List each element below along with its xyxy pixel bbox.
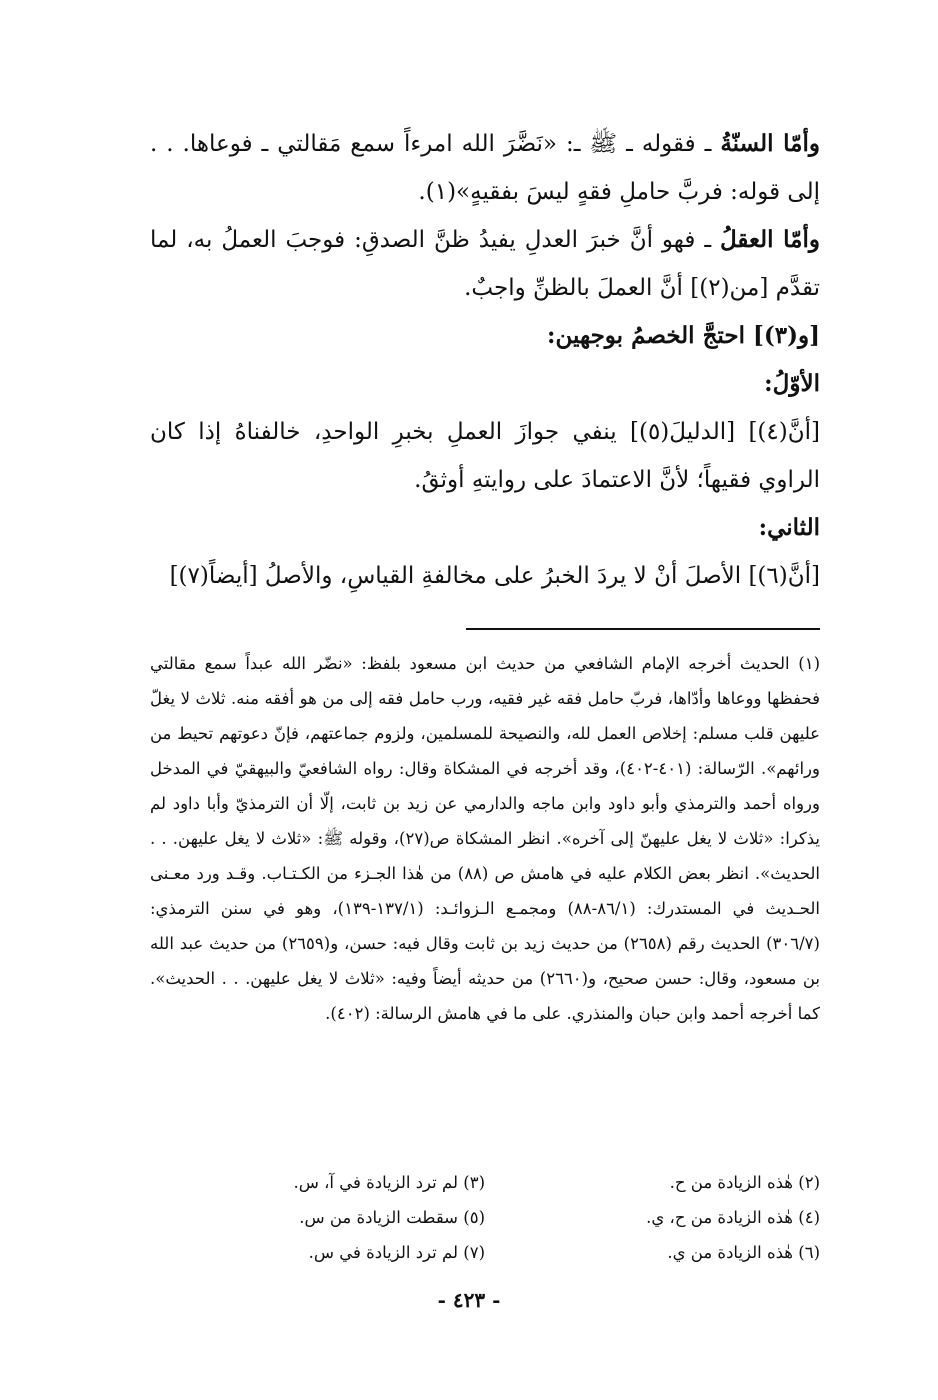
footnote-6: (٦) هٰذه الزيادة من ي.: [667, 1243, 820, 1262]
footnote-2: (٢) هٰذه الزيادة من ح.: [669, 1173, 820, 1192]
footnote-1: (١) الحديث أخرجه الإمام الشافعي من حديث ابن مسعود بلفظ: «نضّر الله عبداً سمع مقالتي فحفظها ووعاها وأدّاها، فربّ حامل فقه غير فقيه، ورب حامل فقه إلى من هو أفقه منه. ثلاث لا يغلّ عليهن قلب مسلم: إخلاص العمل لله، والنصيحة للمسلمين، ولزوم جماعتهم، فإنّ دعوتهم تحيط من ورائهم». الرّسالة: (٤٠١-٤٠٢)، وقد أخرجه في المشكاة وقال: رواه الشافعيّ والبيهقيّ في المدخل ورواه أحمد والترمذي وأبو داود وابن ماجه والدارمي عن زيد بن ثابت، إلّا أن الترمذيّ وأبا داود لم يذكرا: «ثلاث لا يغل عليهنّ إلى آخره». انظر المشكاة ص(٢٧)، وقوله ﷺ: «ثلاث لا يغل عليهن. . . الحديث». انظر بعض الكلام عليه في هامش ص (٨٨) من هٰذا الجـزء من الكـتـاب. وقـد ورد معـنى الحـديث في المستدرك: (٨٦/١-٨٨) ومجمـع الـزوائـد: (١٣٧/١-١٣٩)، وهو في سنن الترمذي: (٣٠٦/٧) الحديث رقم (٢٦٥٨) من حديث زيد بن ثابت وقال فيه: حسن، و(٢٦٥٩) من حديث عبد الله بن مسعود، وقال: حسن صحيح، و(٢٦٦٠) من حديثه أيضاً وفيه: «ثلاث لا يغل عليهن. . . الحديث». كما أخرجه أحمد وابن حبان والمنذري. على ما في هامش الرسالة: (٤٠٢).: [150, 654, 821, 1023]
footnotes: [150, 646, 820, 1031]
footnote-4: (٤) هٰذه الزيادة من ح، ي.: [646, 1208, 820, 1227]
footnote-5: (٥) سقطت الزيادة من س.: [299, 1208, 485, 1227]
paragraph-text: ـ فهو أنَّ خبرَ العدلِ يفيدُ ظنَّ الصدقِ: فوجبَ العملُ به، لما تقدَّم [من(٢)] أنَّ العملَ بالظنِّ واجبٌ.: [150, 227, 820, 301]
heading-opponent-argument: [و(٣)] احتجَّ الخصمُ بوجهين:: [547, 322, 820, 349]
short-footnotes: [150, 1168, 820, 1268]
footnote-separator: [466, 628, 820, 630]
heading-first: الأوّلُ:: [764, 370, 820, 397]
paragraph-first: [أنَّ(٤)] [الدليلَ(٥)] ينفي جوازَ العملِ بخبرِ الواحدِ، خالفناهُ إذا كان الراوي فقيهاً؛ لأنَّ الاعتمادَ على روايتهِ أوثقُ.: [150, 419, 820, 493]
footnote-7: (٧) لم ترد الزيادة في س.: [308, 1243, 485, 1262]
paragraph-aql: [150, 216, 820, 312]
paragraph-lead: وأمّا السنّةُ: [720, 130, 820, 157]
main-text: [150, 120, 820, 600]
paragraph-second: [أنَّ(٦)] الأصلَ أنْ لا يردَ الخبرُ على مخالفةِ القياسِ، والأصلُ [أيضاً(٧)]: [169, 563, 820, 589]
footnote-3: (٣) لم ترد الزيادة في آ، س.: [293, 1173, 485, 1192]
page-number: - ٤٢٣ -: [437, 1288, 501, 1312]
paragraph-sunnah: [150, 120, 820, 216]
paragraph-lead: وأمّا العقلُ: [719, 226, 820, 253]
heading-second: الثاني:: [758, 514, 820, 541]
paragraph-text: ـ فقوله ـ ﷺ ـ: «نَضَّرَ الله امرءاً سمع مَقالتي ـ فوعاها. . . إلى قوله: فربَّ حاملِ فقهٍ ليسَ بفقيهٍ»(١).: [150, 131, 820, 205]
